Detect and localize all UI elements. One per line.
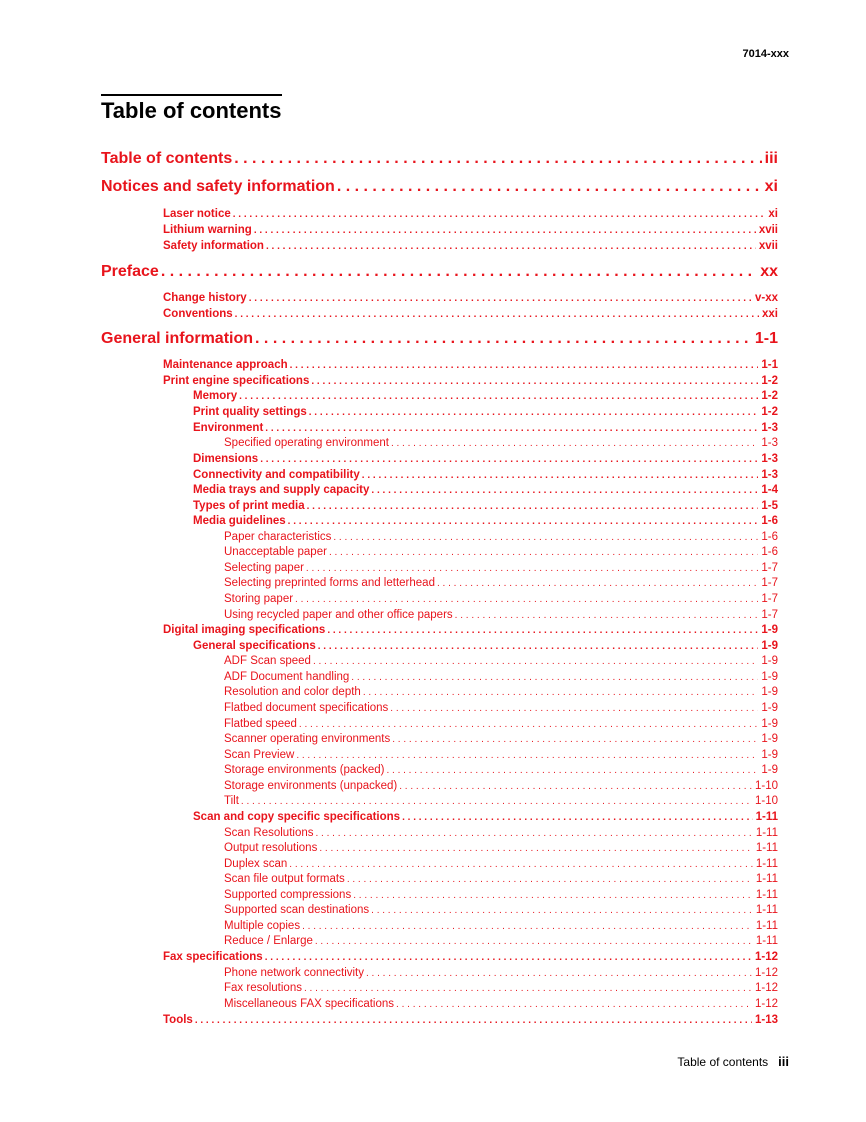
toc-entry-label[interactable]: Storing paper (224, 593, 294, 605)
dot-leader (319, 843, 752, 854)
dot-leader (265, 952, 752, 963)
toc-entry-label[interactable]: Flatbed speed (224, 718, 297, 730)
dot-leader (309, 407, 759, 418)
toc-entry-label[interactable]: ADF Document handling (224, 671, 350, 683)
toc-entry-label[interactable]: Selecting preprinted forms and letterhead (224, 577, 435, 589)
dot-leader (233, 209, 766, 220)
dot-leader (371, 905, 753, 916)
toc-entry[interactable] (224, 749, 778, 764)
toc-entry-label[interactable]: Scanner operating environments (224, 733, 391, 745)
dot-leader (347, 874, 753, 885)
toc-entry[interactable] (193, 484, 778, 499)
toc-entry[interactable] (224, 531, 778, 546)
toc-entry-label[interactable]: Digital imaging specifications (163, 624, 326, 636)
toc-entry-page-number[interactable]: 1-10 (754, 780, 778, 792)
dot-leader (316, 828, 753, 839)
toc-entry[interactable] (224, 935, 778, 950)
toc-entry-page-number[interactable]: 1-3 (761, 453, 778, 465)
toc-entry[interactable] (224, 686, 778, 701)
toc-entry-label[interactable]: Scan Preview (224, 749, 295, 761)
toc-entry[interactable] (224, 562, 778, 577)
toc-entry[interactable] (193, 453, 778, 468)
toc-entry[interactable] (101, 150, 778, 170)
toc-entry[interactable] (224, 655, 778, 670)
toc-entry-page-number[interactable]: 1-11 (755, 811, 778, 823)
toc-entry[interactable] (101, 263, 778, 283)
toc-entry-page-number[interactable]: xvii (758, 240, 778, 252)
toc-entry-label[interactable]: Scan file output formats (224, 873, 345, 885)
toc-entry-page-number[interactable]: 1-11 (755, 935, 778, 947)
dot-leader (371, 485, 758, 496)
dot-leader (363, 687, 759, 698)
toc-entry-label[interactable]: Fax resolutions (224, 982, 302, 994)
toc-entry-page-number[interactable]: 1-7 (761, 593, 778, 605)
toc-entry[interactable] (224, 546, 778, 561)
document-code: 7014-xxx (742, 48, 789, 60)
dot-leader (386, 765, 758, 776)
dot-leader (396, 999, 752, 1010)
toc-entry[interactable] (224, 780, 778, 795)
toc-entry-label[interactable]: Types of print media (193, 500, 305, 512)
toc-entry-label[interactable]: Dimensions (193, 453, 259, 465)
dot-leader (161, 263, 757, 281)
toc-entry-page-number[interactable]: 1-11 (755, 842, 778, 854)
toc-entry[interactable] (224, 920, 778, 935)
toc-entry-page-number[interactable]: 1-3 (761, 422, 778, 434)
toc-entry-page-number[interactable]: 1-12 (754, 982, 778, 994)
toc-entry[interactable] (224, 967, 778, 982)
toc-entry-page-number[interactable]: 1-9 (761, 702, 778, 714)
toc-entry-label[interactable]: Phone network connectivity (224, 967, 364, 979)
dot-leader (318, 641, 759, 652)
toc-entry-page-number[interactable]: 1-11 (755, 904, 778, 916)
toc-entry-label[interactable]: Supported scan destinations (224, 904, 370, 916)
dot-leader (249, 293, 752, 304)
toc-entry-label[interactable]: Table of contents (101, 150, 233, 167)
toc-entry-page-number[interactable]: 1-9 (761, 718, 778, 730)
toc-entry-page-number[interactable]: xx (760, 263, 778, 280)
toc-entry-page-number[interactable]: 1-2 (761, 390, 778, 402)
toc-entry[interactable] (163, 1014, 778, 1029)
toc-entry-label[interactable]: Preface (101, 263, 159, 280)
toc-entry-label[interactable]: Tilt (224, 795, 239, 807)
toc-entry-label[interactable]: Laser notice (163, 208, 231, 220)
toc-entry-label[interactable]: Environment (193, 422, 264, 434)
toc-entry-label[interactable]: Resolution and color depth (224, 686, 361, 698)
toc-entry[interactable] (224, 873, 778, 888)
toc-entry-label[interactable]: Multiple copies (224, 920, 301, 932)
toc-entry[interactable] (163, 359, 778, 374)
toc-entry[interactable] (193, 515, 778, 530)
toc-entry-label[interactable]: Conventions (163, 308, 233, 320)
toc-entry[interactable] (224, 609, 778, 624)
toc-entry-page-number[interactable]: 1-7 (761, 609, 778, 621)
toc-entry[interactable] (193, 469, 778, 484)
toc-entry-label[interactable]: Connectivity and compatibility (193, 469, 360, 481)
toc-entry[interactable] (193, 406, 778, 421)
dot-leader (315, 936, 753, 947)
dot-leader (289, 859, 753, 870)
dot-leader (362, 470, 759, 481)
dot-leader (239, 391, 758, 402)
toc-entry[interactable] (224, 842, 778, 857)
toc-entry[interactable] (224, 827, 778, 842)
toc-entry-label[interactable]: Maintenance approach (163, 359, 288, 371)
dot-leader (235, 309, 759, 320)
footer-label: Table of contents (677, 1055, 769, 1069)
toc-entry[interactable] (224, 577, 778, 592)
page-title: Table of contents (101, 94, 282, 124)
toc-entry[interactable] (224, 998, 778, 1013)
toc-entry-page-number[interactable]: 1-4 (761, 484, 778, 496)
dot-leader (290, 360, 759, 371)
toc-entry-page-number[interactable]: 1-9 (761, 764, 778, 776)
toc-entry-page-number[interactable]: 1-9 (761, 671, 778, 683)
dot-leader (327, 625, 758, 636)
toc-entry-page-number[interactable]: 1-10 (754, 795, 778, 807)
dot-leader (302, 921, 753, 932)
toc-entry[interactable] (224, 858, 778, 873)
dot-leader (299, 719, 758, 730)
toc-entry-label[interactable]: Selecting paper (224, 562, 304, 574)
toc-entry[interactable] (193, 390, 778, 405)
dot-leader (455, 610, 759, 621)
toc-entry[interactable] (224, 593, 778, 608)
toc-entry[interactable] (224, 702, 778, 717)
toc-entry-page-number[interactable]: 1-9 (761, 749, 778, 761)
toc-entry-label[interactable]: Storage environments (packed) (224, 764, 385, 776)
dot-leader (333, 532, 758, 543)
toc-entry-label[interactable]: Media guidelines (193, 515, 286, 527)
dot-leader (399, 781, 752, 792)
toc-entry-page-number[interactable]: v-xx (754, 292, 778, 304)
toc-entry-label[interactable]: Storage environments (unpacked) (224, 780, 398, 792)
dot-leader (329, 547, 758, 558)
toc-entry[interactable] (224, 889, 778, 904)
dot-leader (195, 1015, 752, 1026)
toc-entry-page-number[interactable]: iii (764, 150, 778, 167)
toc-entry-label[interactable]: Scan Resolutions (224, 827, 314, 839)
toc-entry[interactable] (163, 375, 778, 390)
dot-leader (234, 150, 761, 168)
toc-entry[interactable] (224, 437, 778, 452)
dot-leader (351, 672, 758, 683)
toc-entry-label[interactable]: Flatbed document specifications (224, 702, 389, 714)
dot-leader (266, 241, 756, 252)
toc-entry-label[interactable]: Specified operating environment (224, 437, 389, 449)
toc-entry-label[interactable]: Safety information (163, 240, 264, 252)
toc-entry-page-number[interactable]: 1-9 (761, 686, 778, 698)
dot-leader (353, 890, 753, 901)
dot-leader (366, 968, 752, 979)
toc-entry-label[interactable]: Unacceptable paper (224, 546, 327, 558)
footer-page-number: iii (778, 1054, 789, 1069)
toc-entry[interactable] (163, 208, 778, 223)
toc-entry-label[interactable]: General information (101, 330, 254, 347)
toc-entry-page-number[interactable]: 1-2 (761, 406, 778, 418)
toc-entry[interactable] (163, 624, 778, 639)
toc-entry-label[interactable]: Paper characteristics (224, 531, 332, 543)
toc-entry[interactable] (193, 500, 778, 515)
toc-entry-page-number[interactable]: 1-7 (761, 562, 778, 574)
dot-leader (306, 563, 758, 574)
toc-entry-page-number[interactable]: 1-3 (761, 437, 778, 449)
toc-entry-label[interactable]: Media trays and supply capacity (193, 484, 370, 496)
toc-entry-page-number[interactable]: 1-1 (754, 330, 778, 347)
toc-entry-page-number[interactable]: 1-9 (761, 624, 778, 636)
toc-entry-label[interactable]: Output resolutions (224, 842, 318, 854)
toc-entry-label[interactable]: Using recycled paper and other office papers (224, 609, 453, 621)
toc-entry[interactable] (101, 178, 778, 198)
toc-entry-page-number[interactable]: 1-2 (761, 375, 778, 387)
toc-entry-label[interactable]: Tools (163, 1014, 193, 1026)
toc-entry[interactable] (224, 904, 778, 919)
dot-leader (255, 330, 752, 348)
toc-entry-page-number[interactable]: xi (764, 178, 778, 195)
toc-entry-page-number[interactable]: 1-9 (761, 640, 778, 652)
toc-entry-label[interactable]: General specifications (193, 640, 316, 652)
toc-entry[interactable] (163, 292, 778, 307)
toc-entry[interactable] (163, 224, 778, 239)
dot-leader (307, 501, 759, 512)
toc-entry-page-number[interactable]: 1-1 (761, 359, 778, 371)
dot-leader (437, 578, 758, 589)
toc-entry-label[interactable]: Miscellaneous FAX specifications (224, 998, 395, 1010)
dot-leader (260, 454, 758, 465)
toc-entry[interactable] (193, 811, 778, 826)
toc-entry-page-number[interactable]: 1-12 (754, 951, 778, 963)
toc-entry-page-number[interactable]: 1-11 (755, 873, 778, 885)
toc-entry[interactable] (224, 718, 778, 733)
dot-leader (304, 983, 752, 994)
toc-entry-page-number[interactable]: 1-11 (755, 858, 778, 870)
toc-entry-page-number[interactable]: 1-12 (754, 998, 778, 1010)
toc-entry-page-number[interactable]: xi (768, 208, 778, 220)
toc-entry-label[interactable]: Change history (163, 292, 247, 304)
page-footer (677, 1054, 789, 1069)
dot-leader (390, 703, 758, 714)
toc-entry-label[interactable]: ADF Scan speed (224, 655, 311, 667)
toc-entry-page-number[interactable]: 1-9 (761, 733, 778, 745)
toc-entry-page-number[interactable]: 1-9 (761, 655, 778, 667)
toc-entry-page-number[interactable]: 1-7 (761, 577, 778, 589)
toc-entry[interactable] (224, 764, 778, 779)
toc-entry[interactable] (224, 733, 778, 748)
toc-entry-label[interactable]: Duplex scan (224, 858, 288, 870)
dot-leader (402, 812, 753, 823)
toc-entry-label[interactable]: Reduce / Enlarge (224, 935, 313, 947)
toc-entry[interactable] (224, 671, 778, 686)
toc-entry-page-number[interactable]: xvii (758, 224, 778, 236)
toc-entry-label[interactable]: Fax specifications (163, 951, 263, 963)
toc-entry-page-number[interactable]: 1-12 (754, 967, 778, 979)
dot-leader (311, 376, 758, 387)
toc-entry-label[interactable]: Print engine specifications (163, 375, 310, 387)
toc-entry[interactable] (193, 640, 778, 655)
toc-entry-page-number[interactable]: 1-13 (754, 1014, 778, 1026)
toc-entry-label[interactable]: Supported compressions (224, 889, 352, 901)
toc-entry[interactable] (101, 330, 778, 350)
toc-entry[interactable] (163, 951, 778, 966)
toc-entry-label[interactable]: Print quality settings (193, 406, 307, 418)
toc-entry-label[interactable]: Scan and copy specific specifications (193, 811, 401, 823)
dot-leader (254, 225, 756, 236)
toc-entry-label[interactable]: Lithium warning (163, 224, 252, 236)
toc-entry-page-number[interactable]: 1-11 (755, 827, 778, 839)
dot-leader (337, 178, 762, 196)
toc-entry-page-number[interactable]: xxi (762, 308, 778, 320)
dot-leader (296, 750, 758, 761)
toc-entry-page-number[interactable]: 1-3 (761, 469, 778, 481)
toc-entry-page-number[interactable]: 1-11 (755, 889, 778, 901)
toc-entry[interactable] (224, 982, 778, 997)
dot-leader (295, 594, 758, 605)
dot-leader (265, 423, 758, 434)
toc-entry-page-number[interactable]: 1-5 (761, 500, 778, 512)
dot-leader (391, 438, 758, 449)
toc-entry-page-number[interactable]: 1-6 (761, 546, 778, 558)
toc-entry[interactable] (163, 240, 778, 255)
toc-entry[interactable] (193, 422, 778, 437)
dot-leader (241, 796, 752, 807)
dot-leader (392, 734, 758, 745)
toc-entry-page-number[interactable]: 1-6 (761, 531, 778, 543)
toc-entry[interactable] (224, 795, 778, 810)
toc-entry-label[interactable]: Memory (193, 390, 238, 402)
toc-entry-page-number[interactable]: 1-11 (755, 920, 778, 932)
toc-entry-page-number[interactable]: 1-6 (761, 515, 778, 527)
toc-entry-label[interactable]: Notices and safety information (101, 178, 335, 195)
dot-leader (288, 516, 759, 527)
toc-entry[interactable] (163, 308, 778, 323)
dot-leader (313, 656, 758, 667)
